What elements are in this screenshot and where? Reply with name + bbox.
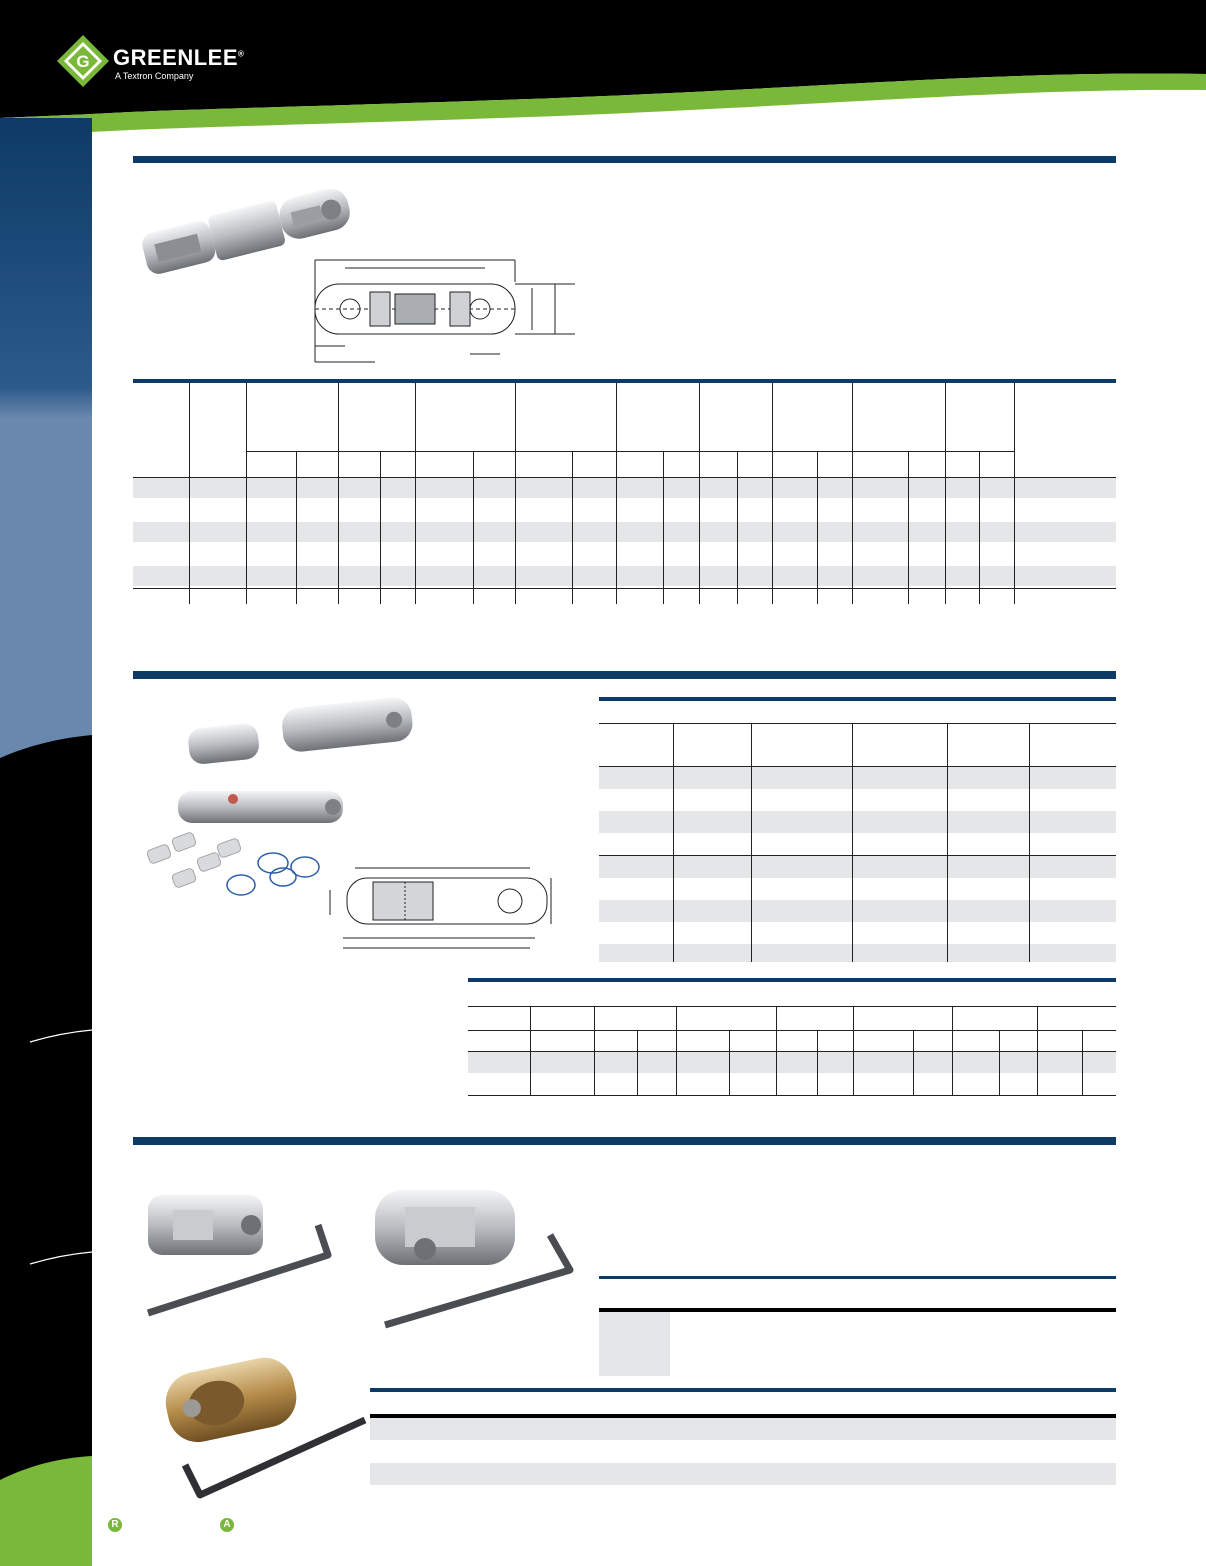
recycle-badge-icon: R	[108, 1518, 122, 1532]
t1-subcol-line-2	[380, 452, 381, 604]
t3-subcol-line-4	[913, 1031, 914, 1095]
clevis-photo-right	[365, 1185, 585, 1335]
t1-col-line-5	[515, 383, 516, 604]
t1-subcol-line-6	[737, 452, 738, 604]
t1-col-line-10	[945, 383, 946, 604]
t3-subcol-line-3	[817, 1031, 818, 1095]
brand-name: GREENLEE®	[113, 45, 245, 70]
table-1-header-divider	[247, 451, 1014, 452]
t1-col-line-11	[1014, 383, 1015, 604]
t3-subcol-line-1	[637, 1031, 638, 1095]
table-4-top-rule	[599, 1276, 1116, 1279]
table-2-row-5	[599, 856, 1116, 878]
table-2-row-9	[599, 944, 1116, 962]
table-2-row-1	[599, 767, 1116, 789]
t3-col-line-5	[853, 1007, 854, 1095]
table-1-row-5	[133, 566, 1116, 586]
t1-col-line-4	[415, 383, 416, 604]
table-5-top-rule	[370, 1388, 1116, 1392]
brand-tagline: A Textron Company	[115, 71, 194, 81]
table-3-bottom	[468, 1095, 1116, 1096]
table-1-bottom	[133, 588, 1116, 589]
table-3-subheader-line	[468, 1030, 1116, 1031]
table-2-top-rule	[599, 697, 1116, 701]
t1-col-line-7	[699, 383, 700, 604]
t1-col-line-6	[616, 383, 617, 604]
logo-letter: G	[76, 52, 90, 71]
t2-col-line-3	[852, 724, 853, 962]
table-1-top-rule	[133, 379, 1116, 383]
table-4-label-cell	[599, 1312, 670, 1376]
bronze-clevis-photo	[140, 1345, 370, 1505]
t1-subcol-line-4	[572, 452, 573, 604]
greenlee-logo-icon	[56, 34, 110, 88]
connector-diagram	[325, 860, 555, 955]
t2-col-line-2	[751, 724, 752, 962]
t2-col-line-5	[1029, 724, 1030, 962]
t1-col-line-3	[338, 383, 339, 604]
swivel-diagram	[300, 250, 585, 370]
t1-subcol-line-3	[473, 452, 474, 604]
t3-col-line-4	[776, 1007, 777, 1095]
section-3-rule	[133, 1137, 1116, 1145]
table-3-top-rule	[468, 978, 1116, 982]
table-4-black-rule	[599, 1308, 1116, 1312]
t2-col-line-4	[947, 724, 948, 962]
t3-col-line-6	[952, 1007, 953, 1095]
t1-col-line-8	[772, 383, 773, 604]
t3-col-line-7	[1037, 1007, 1038, 1095]
table-3-header-line	[468, 1006, 1116, 1007]
table-5-row-3	[370, 1463, 1116, 1485]
t2-col-line-1	[673, 724, 674, 962]
table-5-row-1	[370, 1418, 1116, 1440]
table-2-row-7	[599, 900, 1116, 922]
table-1-row-1	[133, 478, 1116, 498]
t1-col-line-1	[189, 383, 190, 604]
section-1-rule	[133, 156, 1116, 163]
t1-col-line-9	[852, 383, 853, 604]
table-1-row-3	[133, 522, 1116, 542]
t3-subcol-line-2	[729, 1031, 730, 1095]
t3-subcol-line-6	[1082, 1031, 1083, 1095]
t1-subcol-line-9	[979, 452, 980, 604]
clevis-photo-left	[133, 1185, 343, 1330]
table-2-subheader-line	[599, 723, 1116, 724]
t1-subcol-line-8	[908, 452, 909, 604]
a-badge-icon: A	[220, 1518, 234, 1532]
t1-subcol-line-1	[296, 452, 297, 604]
t3-col-line-1	[530, 1007, 531, 1095]
table-3-row-1	[468, 1052, 1116, 1073]
t1-subcol-line-5	[663, 452, 664, 604]
t3-col-line-2	[594, 1007, 595, 1095]
table-2-row-3	[599, 811, 1116, 833]
t1-subcol-line-7	[817, 452, 818, 604]
section-2-rule	[133, 671, 1116, 679]
t1-col-line-2	[246, 383, 247, 604]
left-sidebar	[0, 0, 92, 1566]
t3-col-line-3	[676, 1007, 677, 1095]
t3-subcol-line-5	[999, 1031, 1000, 1095]
